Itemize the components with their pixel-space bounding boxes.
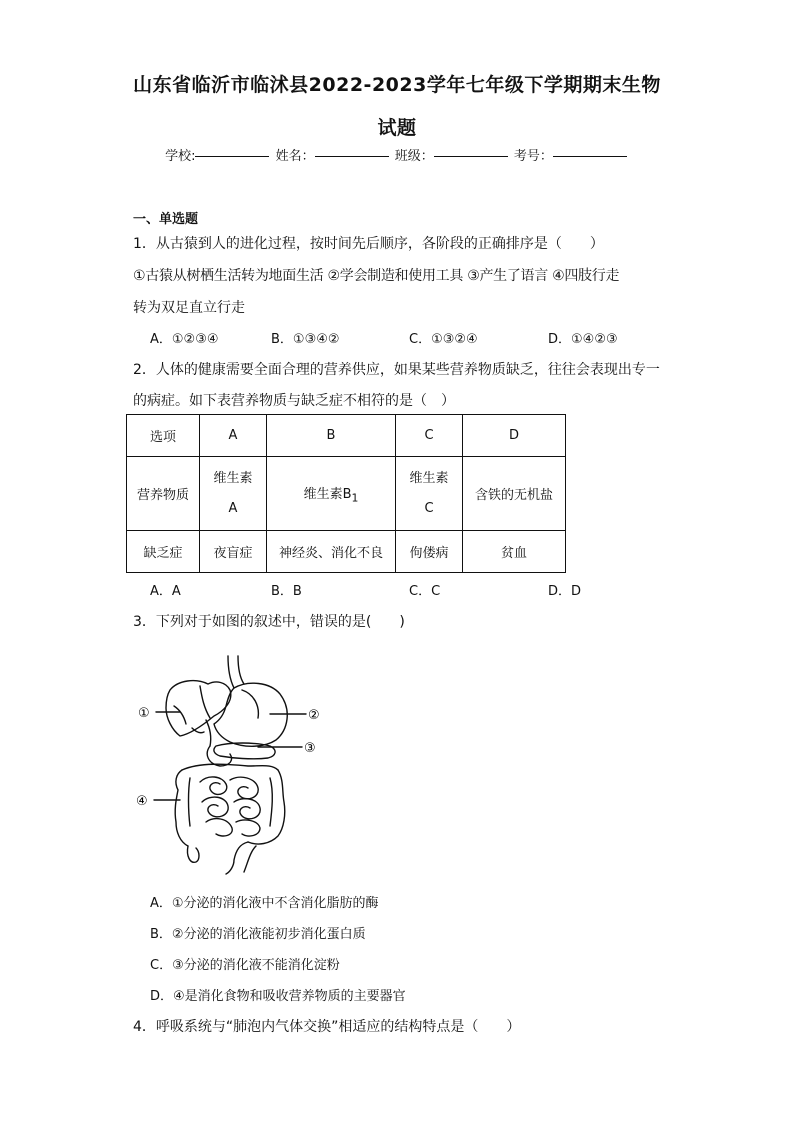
cell-text: 维生素 [409,470,449,486]
table-header-cell: D [463,415,566,457]
class-blank[interactable] [434,156,508,157]
table-row [127,457,566,531]
cell-text: A [228,500,238,516]
table-cell [267,457,396,531]
q1-option-d[interactable]: D．①④②③ [548,332,618,347]
exam-title-line1: 山东省临沂市临沭县2022-2023学年七年级下学期期末生物 [133,74,661,96]
table-cell: 营养物质 [127,457,200,531]
table-row [127,531,566,573]
liver-detail [174,706,186,724]
q2-stem-line2: 的病症。如下表营养物质与缺乏症不相符的是（ ） [133,393,455,409]
colon-inner-line [189,778,191,826]
table-cell [396,457,463,531]
ascending-colon [175,770,188,846]
table-cell: 含铁的无机盐 [463,457,566,531]
small-intestine-coil [230,777,258,799]
cell-text: 维生素 [213,470,253,486]
cell-text: C [424,500,434,516]
liver-shape [166,681,231,736]
exam-number-label: 考号： [513,149,553,164]
q2-stem-line1: 2．人体的健康需要全面合理的营养供应，如果某些营养物质缺乏，往往会表现出专一 [133,362,660,378]
table-header-cell: 选项 [127,415,200,457]
q1-stem: 1．从古猿到人的进化过程，按时间先后顺序，各阶段的正确排序是（ ） [133,236,604,252]
name-blank[interactable] [315,156,389,157]
name-label: 姓名： [275,149,315,164]
q3-option-a[interactable]: A．①分泌的消化液中不含消化脂肪的酶 [150,896,379,911]
q2-option-b[interactable]: B．B [271,584,302,599]
q1-statements-cont: 转为双足直立行走 [133,300,245,316]
q1-option-b[interactable]: B．①③④② [271,332,340,347]
q2-option-c[interactable]: C．C [409,584,441,599]
small-intestine-coil [234,799,260,819]
table-header-cell: C [396,415,463,457]
school-blank[interactable] [195,156,269,157]
table-cell: 贫血 [463,531,566,573]
liver-lobe-line [200,686,210,718]
table-cell: 缺乏症 [127,531,200,573]
small-intestine-coil [200,777,227,795]
q3-option-c[interactable]: C．③分泌的消化液不能消化淀粉 [150,958,340,973]
stomach-shape [214,683,287,746]
exam-title-line2: 试题 [377,117,417,139]
exam-number-blank[interactable] [553,156,627,157]
section-title: 一、单选题 [133,212,199,227]
q3-option-d[interactable]: D．④是消化食物和吸收营养物质的主要器官 [150,989,406,1004]
class-label: 班级： [394,149,434,164]
small-intestine-coil [202,797,228,817]
q4-stem: 4．呼吸系统与“肺泡内气体交换”相适应的结构特点是（ ） [133,1019,521,1035]
diagram-label-4: ④ [136,794,148,809]
table-cell [200,457,267,531]
table-header-cell: A [200,415,267,457]
q1-statements: ①古猿从树栖生活转为地面生活 ②学会制造和使用工具 ③产生了语言 ④四肢行走 [133,268,620,284]
bile-duct [206,720,211,746]
transverse-colon [182,764,278,770]
esophagus-line [228,656,234,688]
esophagus-line [238,656,244,684]
stomach-fold [242,690,258,718]
q3-stem: 3．下列对于如图的叙述中，错误的是( ) [133,614,405,630]
q1-option-a[interactable]: A．①②③④ [150,332,219,347]
table-header-cell: B [267,415,396,457]
nutrient-table [126,414,566,573]
q3-option-b[interactable]: B．②分泌的消化液能初步消化蛋白质 [150,927,366,942]
table-cell: 神经炎、消化不良 [267,531,396,573]
table-row [127,415,566,457]
subscript: 1 [351,491,359,505]
table-cell: 夜盲症 [200,531,267,573]
small-intestine-coil [236,820,260,836]
school-label: 学校: [165,149,196,164]
q1-option-c[interactable]: C．①③②④ [409,332,478,347]
diagram-label-2: ② [308,708,320,723]
rectum [244,846,256,872]
digestive-system-diagram [130,650,340,875]
student-info-line [0,145,794,164]
appendix [187,846,199,862]
diagram-label-3: ③ [304,741,316,756]
table-cell: 佝偻病 [396,531,463,573]
colon-inner-line [270,778,272,826]
small-intestine-coil [206,819,232,836]
diagram-label-1: ① [138,706,150,721]
q2-option-d[interactable]: D．D [548,584,582,599]
cell-text: 维生素B [303,486,352,502]
q2-option-a[interactable]: A．A [150,584,181,599]
